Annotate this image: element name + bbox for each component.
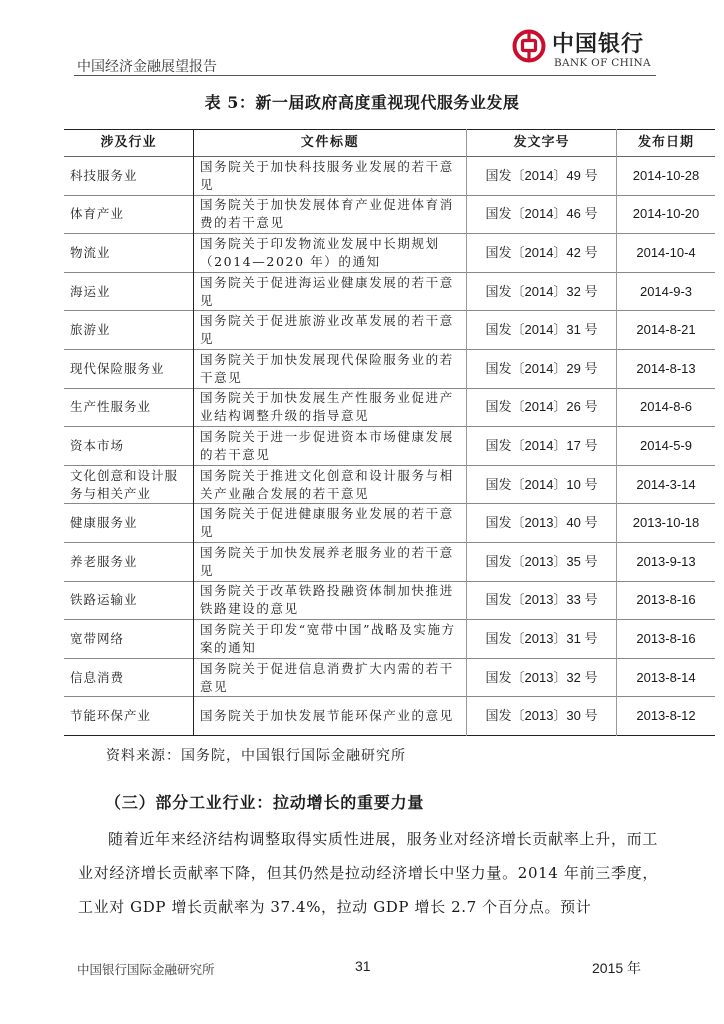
cell-date: 2013-8-14 bbox=[636, 669, 696, 685]
logo-chinese-name: 中国银行 bbox=[552, 31, 645, 57]
cell-industry: 文化创意和设计服务与相关产业 bbox=[64, 465, 194, 504]
cell-date: 2014-8-13 bbox=[636, 360, 696, 376]
cell-industry: 生产性服务业 bbox=[64, 388, 194, 427]
cell-date: 2013-9-13 bbox=[636, 553, 696, 569]
cell-industry: 信息消费 bbox=[64, 658, 194, 697]
table-title: 表 5：新一届政府高度重视现代服务业发展 bbox=[204, 93, 520, 112]
cell-title: 国务院关于加快发展养老服务业的若干意见 bbox=[194, 542, 467, 581]
table-row bbox=[64, 311, 715, 350]
cell-industry: 体育产业 bbox=[64, 195, 194, 234]
section-heading: （三）部分工业行业：拉动增长的重要力量 bbox=[105, 793, 425, 812]
cell-doc-number: 国发〔2013〕35 号 bbox=[467, 542, 617, 581]
cell-doc-number: 国发〔2014〕42 号 bbox=[467, 234, 617, 273]
cell-industry: 节能环保产业 bbox=[64, 697, 194, 736]
policy-table bbox=[64, 129, 715, 736]
table-row bbox=[64, 542, 715, 581]
cell-doc-number: 国发〔2013〕40 号 bbox=[467, 504, 617, 543]
cell-title: 国务院关于促进健康服务业发展的若干意见 bbox=[194, 504, 467, 543]
cell-date: 2014-10-28 bbox=[632, 167, 700, 183]
cell-date: 2013-8-12 bbox=[636, 708, 696, 724]
running-header-title: 中国经济金融展望报告 bbox=[77, 59, 217, 75]
cell-title: 国务院关于加快科技服务业发展的若干意见 bbox=[194, 157, 467, 196]
cell-industry: 宽带网络 bbox=[64, 620, 194, 659]
cell-title: 国务院关于促进信息消费扩大内需的若干意见 bbox=[194, 658, 467, 697]
column-header-title: 文件标题 bbox=[194, 130, 467, 157]
cell-doc-number: 国发〔2014〕32 号 bbox=[467, 272, 617, 311]
table-source-note: 资料来源：国务院，中国银行国际金融研究所 bbox=[106, 748, 406, 764]
footer-year: 2015 年 bbox=[592, 960, 642, 976]
cell-date: 2014-5-9 bbox=[639, 437, 693, 453]
cell-title: 国务院关于印发“宽带中国”战略及实施方案的通知 bbox=[194, 620, 467, 659]
cell-title: 国务院关于加快发展节能环保产业的意见 bbox=[194, 697, 467, 736]
cell-doc-number: 国发〔2014〕10 号 bbox=[467, 465, 617, 504]
header-divider bbox=[74, 75, 656, 76]
cell-title: 国务院关于印发物流业发展中长期规划（2014—2020 年）的通知 bbox=[194, 234, 467, 273]
logo-english-name: BANK OF CHINA bbox=[554, 57, 651, 69]
cell-title: 国务院关于加快发展体育产业促进体育消费的若干意见 bbox=[194, 195, 467, 234]
cell-industry: 物流业 bbox=[64, 234, 194, 273]
cell-date: 2014-3-14 bbox=[636, 476, 696, 492]
cell-doc-number: 国发〔2014〕17 号 bbox=[467, 427, 617, 466]
cell-doc-number: 国发〔2014〕31 号 bbox=[467, 311, 617, 350]
cell-date: 2013-10-18 bbox=[632, 515, 700, 531]
column-header-doc-number: 发文字号 bbox=[467, 130, 617, 157]
column-header-industry: 涉及行业 bbox=[64, 130, 194, 157]
cell-date: 2014-8-6 bbox=[639, 399, 693, 415]
cell-doc-number: 国发〔2013〕30 号 bbox=[467, 697, 617, 736]
table-header-row bbox=[64, 130, 715, 157]
table-row bbox=[64, 504, 715, 543]
cell-title: 国务院关于推进文化创意和设计服务与相关产业融合发展的若干意见 bbox=[194, 465, 467, 504]
cell-title: 国务院关于改革铁路投融资体制加快推进铁路建设的意见 bbox=[194, 581, 467, 620]
footer-institute: 中国银行国际金融研究所 bbox=[77, 962, 215, 977]
cell-doc-number: 国发〔2013〕31 号 bbox=[467, 620, 617, 659]
cell-industry: 海运业 bbox=[64, 272, 194, 311]
cell-doc-number: 国发〔2014〕29 号 bbox=[467, 349, 617, 388]
cell-industry: 健康服务业 bbox=[64, 504, 194, 543]
table-row bbox=[64, 195, 715, 234]
cell-title: 国务院关于加快发展现代保险服务业的若干意见 bbox=[194, 349, 467, 388]
table-row bbox=[64, 581, 715, 620]
cell-doc-number: 国发〔2014〕46 号 bbox=[467, 195, 617, 234]
table-row bbox=[64, 697, 715, 736]
cell-title: 国务院关于促进旅游业改革发展的若干意见 bbox=[194, 311, 467, 350]
bank-of-china-coin-icon bbox=[512, 29, 546, 63]
body-paragraph: 随着近年来经济结构调整取得实质性进展，服务业对经济增长贡献率上升，而工业对经济增长贡献率下降，但其仍然是拉动经济增长中坚力量。2014 年前三季度，工业对 GDP 增长贡献率为 37.4%，拉动 GDP 增长 2.7 个百分点。预计 bbox=[78, 830, 658, 916]
table-row bbox=[64, 234, 715, 273]
cell-doc-number: 国发〔2013〕33 号 bbox=[467, 581, 617, 620]
bank-logo bbox=[512, 27, 662, 73]
page-number: 31 bbox=[355, 958, 371, 974]
column-header-date: 发布日期 bbox=[637, 135, 694, 150]
cell-date: 2013-8-16 bbox=[636, 630, 696, 646]
cell-title: 国务院关于加快发展生产性服务业促进产业结构调整升级的指导意见 bbox=[194, 388, 467, 427]
table-row bbox=[64, 465, 715, 504]
table-row bbox=[64, 388, 715, 427]
cell-date: 2014-8-21 bbox=[636, 322, 696, 338]
cell-industry: 旅游业 bbox=[64, 311, 194, 350]
cell-industry: 科技服务业 bbox=[64, 157, 194, 196]
cell-industry: 现代保险服务业 bbox=[64, 349, 194, 388]
table-row bbox=[64, 658, 715, 697]
cell-doc-number: 国发〔2013〕32 号 bbox=[467, 658, 617, 697]
table-row bbox=[64, 272, 715, 311]
cell-title: 国务院关于进一步促进资本市场健康发展的若干意见 bbox=[194, 427, 467, 466]
cell-doc-number: 国发〔2014〕26 号 bbox=[467, 388, 617, 427]
cell-title: 国务院关于促进海运业健康发展的若干意见 bbox=[194, 272, 467, 311]
cell-industry: 养老服务业 bbox=[64, 542, 194, 581]
cell-date: 2014-10-20 bbox=[632, 206, 700, 222]
table-row bbox=[64, 349, 715, 388]
table-row bbox=[64, 157, 715, 196]
table-row bbox=[64, 427, 715, 466]
cell-date: 2013-8-16 bbox=[636, 592, 696, 608]
cell-date: 2014-10-4 bbox=[636, 244, 696, 260]
cell-date: 2014-9-3 bbox=[639, 283, 693, 299]
table-row bbox=[64, 620, 715, 659]
cell-industry: 资本市场 bbox=[64, 427, 194, 466]
cell-industry: 铁路运输业 bbox=[64, 581, 194, 620]
cell-doc-number: 国发〔2014〕49 号 bbox=[467, 157, 617, 196]
